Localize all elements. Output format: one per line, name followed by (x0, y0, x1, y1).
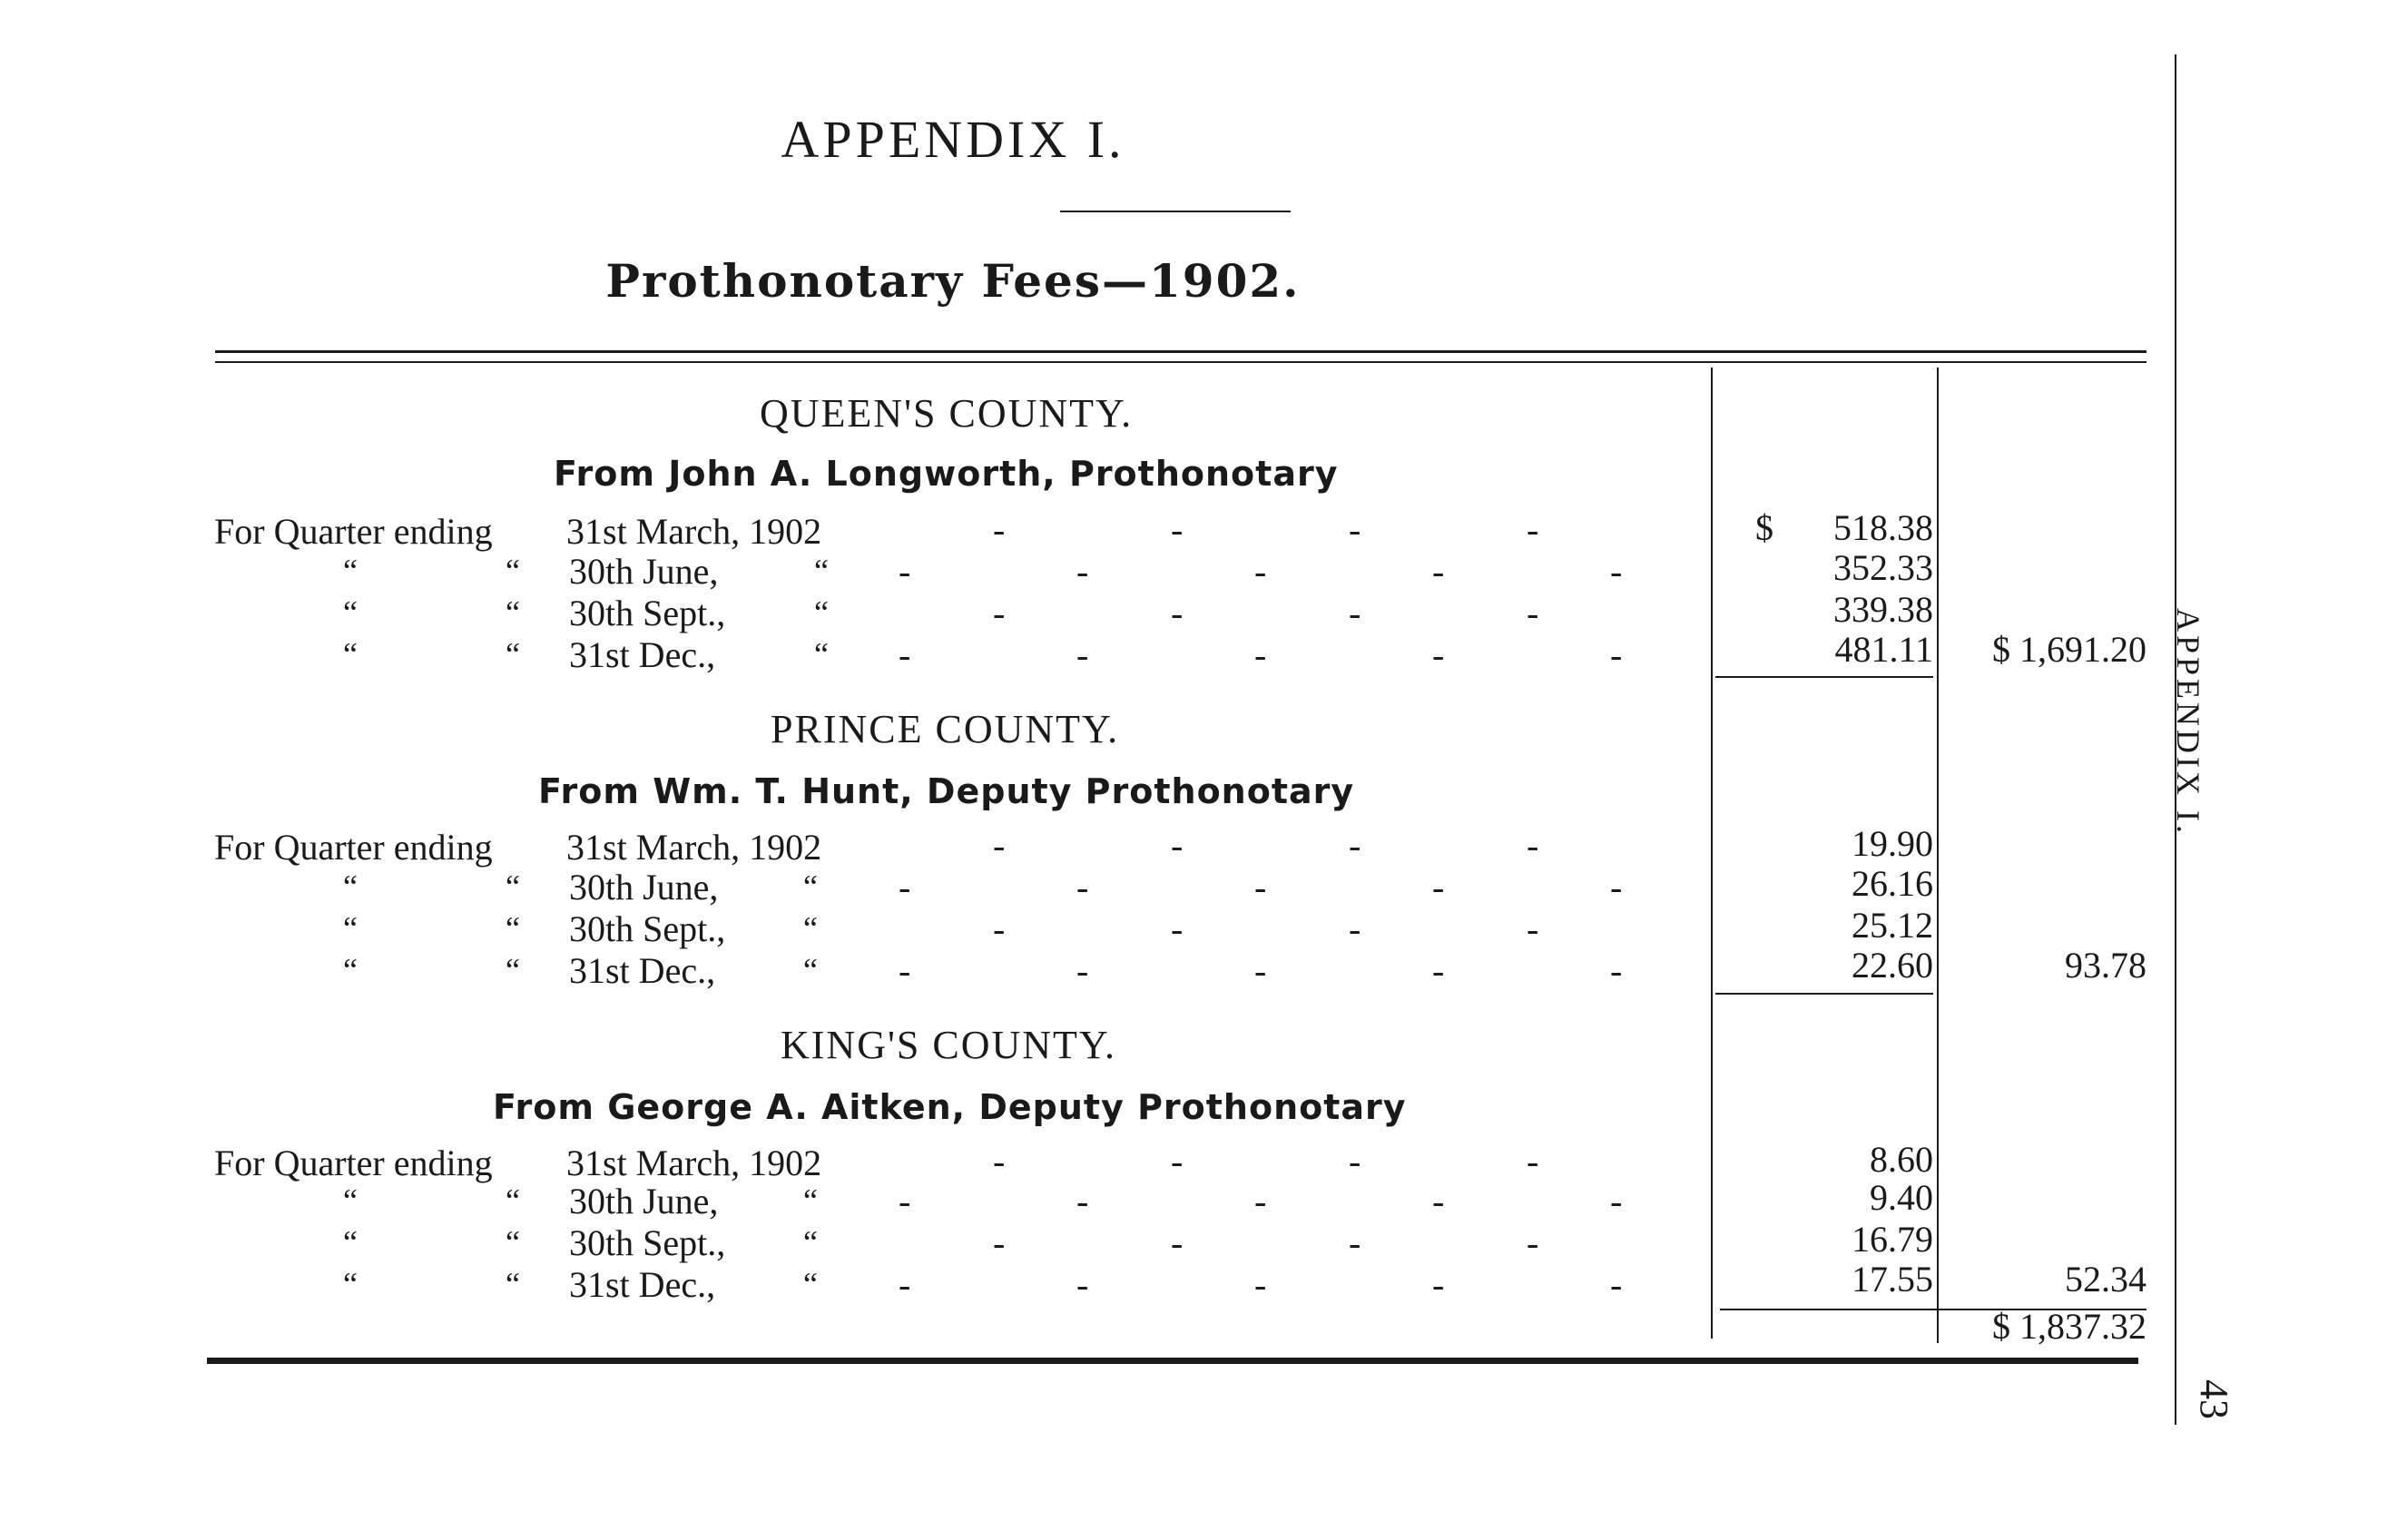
amount-column-right-rule (1937, 368, 1939, 1343)
ditto-mark: “ (506, 868, 520, 905)
quarter-label: For Quarter ending (214, 511, 493, 552)
county-heading: PRINCE COUNTY. (771, 707, 1120, 751)
quarter-date: 31st Dec., (569, 950, 716, 991)
appendix-title: APPENDIX I. (781, 110, 1125, 169)
leader-dash: - (899, 551, 911, 592)
leader-dash: - (1610, 551, 1623, 592)
leader-dash: - (899, 867, 911, 907)
prothonotary-line: From John A. Longworth, Prothonotary (554, 454, 1339, 494)
leader-dash: - (899, 634, 911, 675)
table-top-rule-2 (215, 361, 2146, 363)
leader-dash: - (899, 1181, 911, 1221)
quarter-date: 30th Sept., (569, 593, 726, 633)
amount-column-left-rule (1711, 368, 1713, 1339)
leader-dash: - (1432, 867, 1445, 907)
leader-dash: - (993, 825, 1006, 866)
amount-value: 25.12 (1852, 905, 1933, 946)
ditto-mark: “ (803, 1266, 818, 1302)
leader-dash: - (1432, 950, 1445, 991)
amount-value: 17.55 (1852, 1259, 1933, 1300)
ditto-mark: “ (506, 636, 520, 672)
leader-dash: - (1076, 1181, 1089, 1221)
ditto-mark: “ (814, 636, 829, 672)
leader-dash: - (1527, 825, 1539, 866)
ditto-mark: “ (803, 1182, 818, 1219)
amount-value: 19.90 (1852, 823, 1933, 864)
ditto-mark: “ (506, 1266, 520, 1302)
leader-dash: - (1527, 1222, 1539, 1263)
leader-dash: - (1349, 509, 1361, 550)
leader-dash: - (1171, 593, 1184, 633)
leader-dash: - (899, 950, 911, 991)
ditto-mark: “ (343, 868, 358, 905)
leader-dash: - (993, 1222, 1006, 1263)
leader-dash: - (1254, 551, 1267, 592)
quarter-date: 31st Dec., (569, 1264, 716, 1305)
ditto-mark: “ (506, 1182, 520, 1219)
leader-dash: - (1076, 950, 1089, 991)
leader-dash: - (1527, 1141, 1539, 1182)
grand-total: $ 1,837.32 (1992, 1306, 2146, 1347)
ditto-mark: “ (343, 553, 358, 589)
leader-dash: - (1527, 908, 1539, 949)
leader-dash: - (1527, 593, 1539, 633)
leader-dash: - (1349, 825, 1361, 866)
leader-dash: - (993, 1141, 1006, 1182)
page-subtitle: Prothonotary Fees—1902. (605, 254, 1301, 308)
ditto-mark: “ (803, 868, 818, 905)
leader-dash: - (993, 593, 1006, 633)
ditto-mark: “ (506, 910, 520, 947)
leader-dash: - (1076, 867, 1089, 907)
quarter-date: 30th June, (569, 1181, 719, 1221)
prothonotary-line: From Wm. T. Hunt, Deputy Prothonotary (538, 771, 1355, 811)
leader-dash: - (1171, 1222, 1184, 1263)
leader-dash: - (1171, 825, 1184, 866)
amount-value: 16.79 (1852, 1219, 1933, 1260)
ditto-mark: “ (506, 1224, 520, 1260)
quarter-label: For Quarter ending (214, 827, 493, 868)
leader-dash: - (1432, 551, 1445, 592)
leader-dash: - (1432, 634, 1445, 675)
ditto-mark: “ (506, 952, 520, 988)
ditto-mark: “ (343, 594, 358, 631)
title-rule (1060, 211, 1291, 212)
leader-dash: - (1076, 1264, 1089, 1305)
county-total: $ 1,691.20 (1992, 629, 2146, 670)
leader-dash: - (1171, 509, 1184, 550)
leader-dash: - (1254, 1181, 1267, 1221)
leader-dash: - (1349, 1222, 1361, 1263)
ditto-mark: “ (506, 594, 520, 631)
leader-dash: - (1432, 1264, 1445, 1305)
ditto-mark: “ (343, 1182, 358, 1219)
page-number: 43 (2192, 1379, 2236, 1419)
quarter-date: 31st March, 1902 (566, 1143, 822, 1183)
leader-dash: - (1610, 1181, 1623, 1221)
leader-dash: - (1610, 867, 1623, 907)
county-heading: KING'S COUNTY. (781, 1023, 1117, 1067)
leader-dash: - (1349, 1141, 1361, 1182)
leader-dash: - (1349, 593, 1361, 633)
leader-dash: - (899, 1264, 911, 1305)
leader-dash: - (1254, 1264, 1267, 1305)
leader-dash: - (1171, 1141, 1184, 1182)
leader-dash: - (1254, 950, 1267, 991)
leader-dash: - (1254, 634, 1267, 675)
ditto-mark: “ (343, 636, 358, 672)
leader-dash: - (1254, 867, 1267, 907)
ditto-mark: “ (803, 952, 818, 988)
amount-value: 8.60 (1870, 1139, 1933, 1180)
ditto-mark: “ (343, 1224, 358, 1260)
quarter-date: 30th June, (569, 867, 719, 907)
leader-dash: - (1610, 1264, 1623, 1305)
currency-symbol: $ (1755, 507, 1773, 548)
table-top-rule (215, 350, 2146, 353)
amount-value: 26.16 (1852, 863, 1933, 904)
queens-subtotal-rule (1715, 676, 1933, 678)
ditto-mark: “ (343, 1266, 358, 1302)
county-heading: QUEEN'S COUNTY. (760, 391, 1134, 436)
quarter-date: 30th June, (569, 551, 719, 592)
amount-value: 518.38 (1833, 507, 1933, 548)
leader-dash: - (1610, 950, 1623, 991)
quarter-date: 30th Sept., (569, 908, 726, 949)
quarter-date: 31st Dec., (569, 634, 716, 675)
ditto-mark: “ (343, 910, 358, 947)
ditto-mark: “ (814, 553, 829, 589)
county-total: 52.34 (2065, 1259, 2146, 1300)
quarter-date: 31st March, 1902 (566, 511, 822, 552)
quarter-date: 30th Sept., (569, 1222, 726, 1263)
table-bottom-rule (207, 1358, 2138, 1364)
prince-subtotal-rule (1715, 993, 1933, 995)
leader-dash: - (1527, 509, 1539, 550)
amount-value: 9.40 (1870, 1177, 1933, 1218)
amount-value: 22.60 (1852, 945, 1933, 986)
leader-dash: - (1076, 634, 1089, 675)
leader-dash: - (1432, 1181, 1445, 1221)
leader-dash: - (1171, 908, 1184, 949)
leader-dash: - (993, 509, 1006, 550)
ditto-mark: “ (814, 594, 829, 631)
leader-dash: - (1349, 908, 1361, 949)
amount-value: 481.11 (1834, 629, 1933, 670)
quarter-date: 31st March, 1902 (566, 827, 822, 868)
amount-value: 339.38 (1833, 589, 1933, 630)
ditto-mark: “ (343, 952, 358, 988)
leader-dash: - (1076, 551, 1089, 592)
ditto-mark: “ (803, 910, 818, 947)
leader-dash: - (1610, 634, 1623, 675)
ditto-mark: “ (803, 1224, 818, 1260)
leader-dash: - (993, 908, 1006, 949)
amount-value: 352.33 (1833, 547, 1933, 588)
running-head: APPENDIX I. (2170, 608, 2206, 838)
ditto-mark: “ (506, 553, 520, 589)
county-total: 93.78 (2065, 945, 2146, 986)
quarter-label: For Quarter ending (214, 1143, 493, 1183)
prothonotary-line: From George A. Aitken, Deputy Prothonotary (493, 1087, 1407, 1127)
